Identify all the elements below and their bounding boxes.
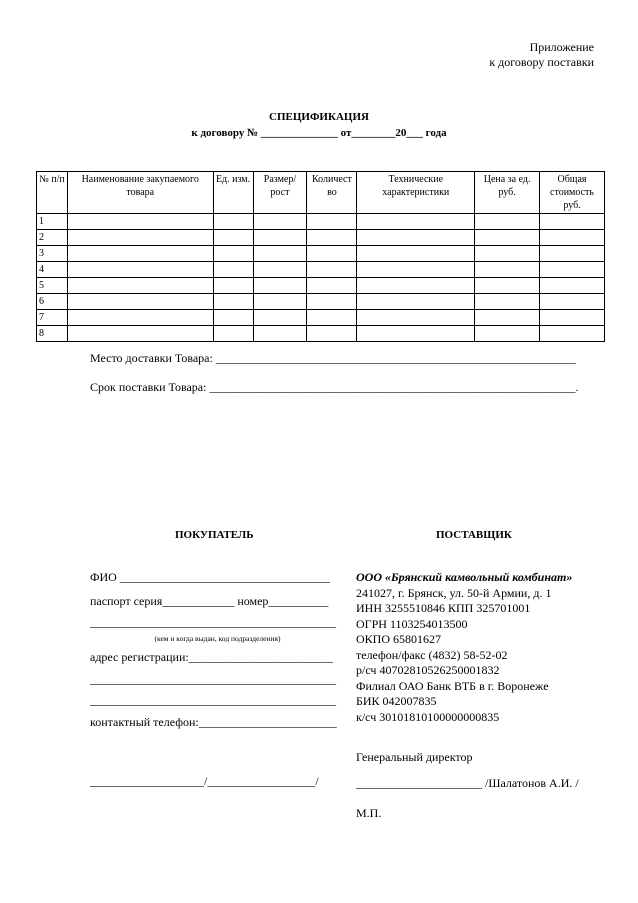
table-cell [540,262,605,278]
table-cell [475,278,540,294]
table-cell [475,246,540,262]
table-cell [475,294,540,310]
table-row [37,278,605,294]
supplier-detail-line: телефон/факс (4832) 58-52-02 [356,647,508,662]
table-cell [253,214,307,230]
header-quantity: Количест во [307,172,357,214]
row-number: 7 [37,310,68,326]
buyer-heading: ПОКУПАТЕЛЬ [175,529,254,541]
buyer-address: адрес регистрации:________________________ [90,650,333,664]
table-cell [253,278,307,294]
supplier-detail-line: р/сч 40702810526250001832 [356,663,500,677]
table-cell [357,262,475,278]
table-header-row [37,172,605,214]
supplier-detail-line: 241027, г. Брянск, ул. 50-й Армии, д. 1 [356,585,552,600]
table-cell [307,246,357,262]
header-unit: Ед. изм. [213,172,253,214]
buyer-block [90,570,345,730]
table-cell [307,326,357,342]
table-cell [357,326,475,342]
table-row [37,214,605,230]
header-unit-price: Цена за ед. руб. [475,172,540,214]
table-cell [475,310,540,326]
table-cell [475,214,540,230]
table-row [37,326,605,342]
table-cell [357,214,475,230]
table-cell [213,326,253,342]
buyer-address-line2: _________________________________________ [90,693,336,707]
buyer-address-line1: _________________________________________ [90,671,336,686]
table-cell [357,246,475,262]
header-total: Общая стоимость руб. [540,172,605,214]
table-cell [475,326,540,342]
appendix-line2: к договору поставки [489,55,594,69]
row-number: 1 [37,214,68,230]
table-cell [67,294,213,310]
table-row [37,230,605,246]
supplier-detail-line: ОКПО 65801627 [356,632,442,646]
header-number: № п/п [37,172,68,214]
table-cell [67,326,213,342]
supplier-name: ООО «Брянский камвольный комбинат» [356,570,573,584]
table-cell [475,262,540,278]
table-cell [475,230,540,246]
table-cell [213,246,253,262]
appendix-line1: Приложение [529,40,594,54]
table-cell [307,262,357,278]
row-number: 3 [37,246,68,262]
buyer-fio: ФИО ___________________________________ [90,570,330,584]
table-cell [357,310,475,326]
table-cell [253,230,307,246]
table-cell [213,262,253,278]
table-cell [540,214,605,230]
header-product-name: Наименование закупаемого товара [67,172,213,214]
supplier-detail-line: ОГРН 1103254013500 [356,616,468,631]
supplier-stamp: М.П. [356,806,382,820]
supplier-block [356,570,606,725]
table-cell [540,278,605,294]
delivery-term: Срок поставки Товара: _____________________________________________________________. [90,380,579,394]
table-cell [307,230,357,246]
row-number: 6 [37,294,68,310]
table-cell [540,294,605,310]
table-cell [540,326,605,342]
table-cell [540,246,605,262]
supplier-director: Генеральный директор [356,750,473,764]
document-subtitle: к договору № ______________ от________20___ года [191,127,447,139]
document-title: СПЕЦИФИКАЦИЯ [269,111,369,123]
supplier-detail-line: Филиал ОАО Банк ВТБ в г. Воронеже [356,678,549,693]
table-cell [253,262,307,278]
table-cell [540,310,605,326]
buyer-signature: ___________________/__________________/ [90,774,319,788]
table-cell [67,278,213,294]
table-cell [213,294,253,310]
row-number: 2 [37,230,68,246]
table-cell [67,214,213,230]
table-cell [213,278,253,294]
table-cell [357,278,475,294]
supplier-signature: _____________________ /Шалатонов А.И. / [356,776,579,790]
row-number: 5 [37,278,68,294]
table-cell [67,230,213,246]
table-cell [67,262,213,278]
table-cell [307,310,357,326]
table-cell [253,326,307,342]
table-cell [357,230,475,246]
row-number: 8 [37,326,68,342]
buyer-passport: паспорт серия____________ номер__________ [90,593,329,608]
table-cell [213,310,253,326]
table-row [37,262,605,278]
table-cell [357,294,475,310]
table-cell [253,246,307,262]
table-cell [253,310,307,326]
table-cell [307,214,357,230]
table-row [37,246,605,262]
table-cell [213,214,253,230]
buyer-phone: контактный телефон:_______________________ [90,714,337,729]
table-cell [540,230,605,246]
table-row [37,294,605,310]
table-row [37,310,605,326]
row-number: 4 [37,262,68,278]
buyer-passport-line: _________________________________________ [90,615,336,629]
table-cell [253,294,307,310]
header-size: Размер/ рост [253,172,307,214]
supplier-detail-line: БИК 042007835 [356,694,437,708]
delivery-place: Место доставки Товара: ____________________________________________________________ [90,351,576,365]
buyer-issued-note: (кем и когда выдан, код подразделения) [154,633,281,643]
specification-table [36,171,605,342]
table-cell [213,230,253,246]
table-cell [67,246,213,262]
supplier-heading: ПОСТАВЩИК [436,529,512,541]
supplier-detail-line: к/сч 30101810100000000835 [356,709,500,724]
table-cell [307,294,357,310]
supplier-detail-line: ИНН 3255510846 КПП 325701001 [356,601,531,615]
table-cell [307,278,357,294]
header-specs: Технические характеристики [357,172,475,214]
table-cell [67,310,213,326]
appendix-header [489,40,594,70]
